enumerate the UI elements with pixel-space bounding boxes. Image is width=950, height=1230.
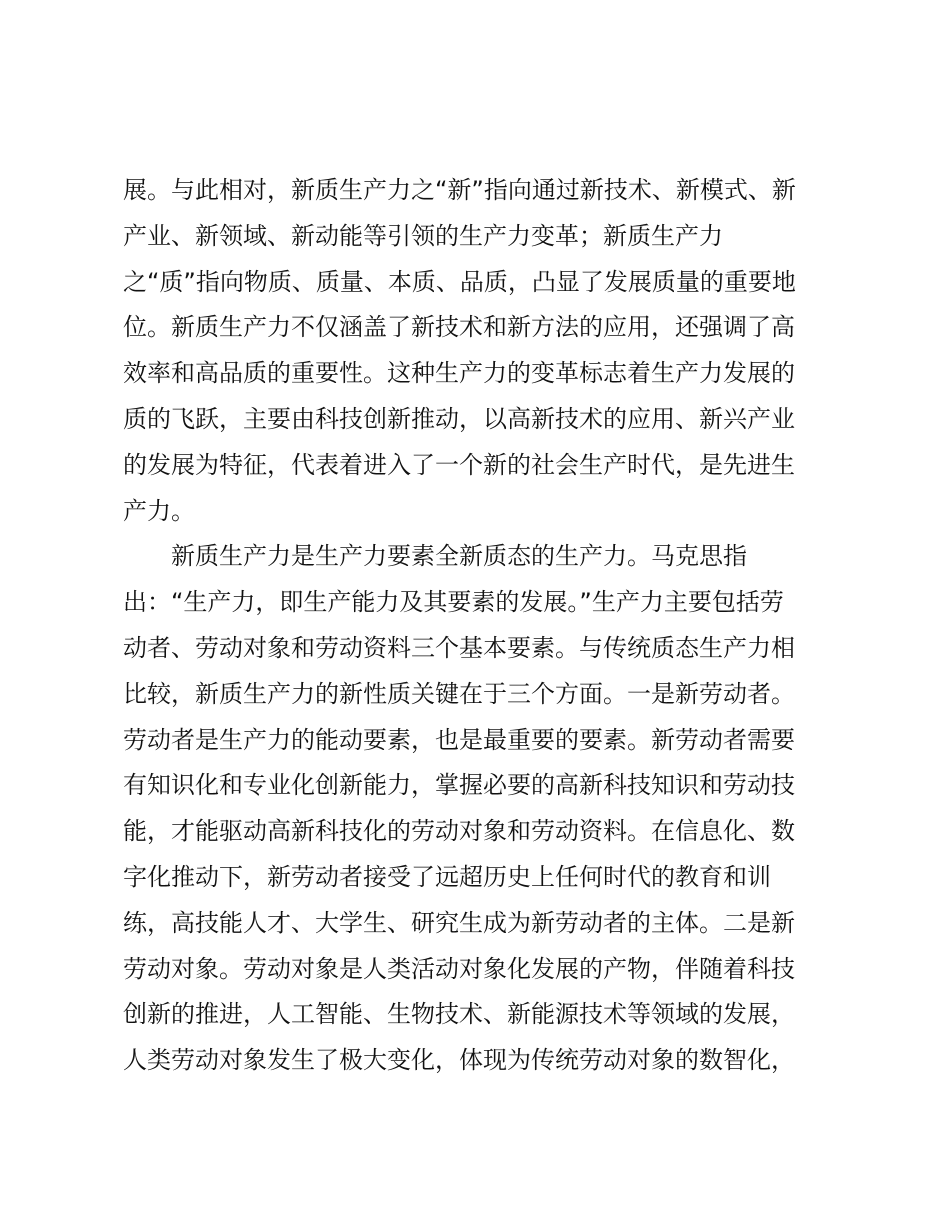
text-line: 创新的推进，人工智能、生物技术、新能源技术等领域的发展， (123, 1000, 795, 1029)
text-line: 动者、劳动对象和劳动资料三个基本要素。与传统质态生产力相 (123, 633, 795, 662)
text-line: 产力。 (123, 496, 195, 525)
body-text (123, 168, 843, 1084)
text-line: 练，高技能人才、大学生、研究生成为新劳动者的主体。二是新 (123, 908, 795, 937)
text-line: 展。与此相对，新质生产力之“新”指向通过新技术、新模式、新 (123, 176, 796, 204)
text-line: 质的飞跃，主要由科技创新推动，以高新技术的应用、新兴产业 (123, 404, 795, 433)
text-line: 有知识化和专业化创新能力，掌握必要的高新科技知识和劳动技 (123, 771, 795, 800)
text-line: 比较，新质生产力的新性质关键在于三个方面。一是新劳动者。 (123, 679, 795, 708)
text-line: 的发展为特征，代表着进入了一个新的社会生产时代，是先进生 (123, 450, 795, 479)
text-line: 能，才能驱动高新科技化的劳动对象和劳动资料。在信息化、数 (123, 817, 795, 846)
paragraph-start-line: 新质生产力是生产力要素全新质态的生产力。马克思指 (171, 542, 747, 571)
text-line: 劳动对象。劳动对象是人类活动对象化发展的产物，伴随着科技 (123, 954, 795, 983)
text-line: 位。新质生产力不仅涵盖了新技术和新方法的应用，还强调了高 (123, 313, 795, 342)
text-line: 人类劳动对象发生了极大变化，体现为传统劳动对象的数智化， (123, 1046, 795, 1075)
text-line: 出：“生产力，即生产能力及其要素的发展。”生产力主要包括劳 (123, 588, 784, 617)
text-line: 之“质”指向物质、质量、本质、品质，凸显了发展质量的重要地 (123, 267, 796, 296)
text-line: 劳动者是生产力的能动要素，也是最重要的要素。新劳动者需要 (123, 725, 795, 754)
text-line: 字化推动下，新劳动者接受了远超历史上任何时代的教育和训 (123, 862, 771, 891)
text-line: 产业、新领域、新动能等引领的生产力变革；新质生产力 (123, 221, 723, 250)
text-line: 效率和高品质的重要性。这种生产力的变革标志着生产力发展的 (123, 359, 795, 388)
